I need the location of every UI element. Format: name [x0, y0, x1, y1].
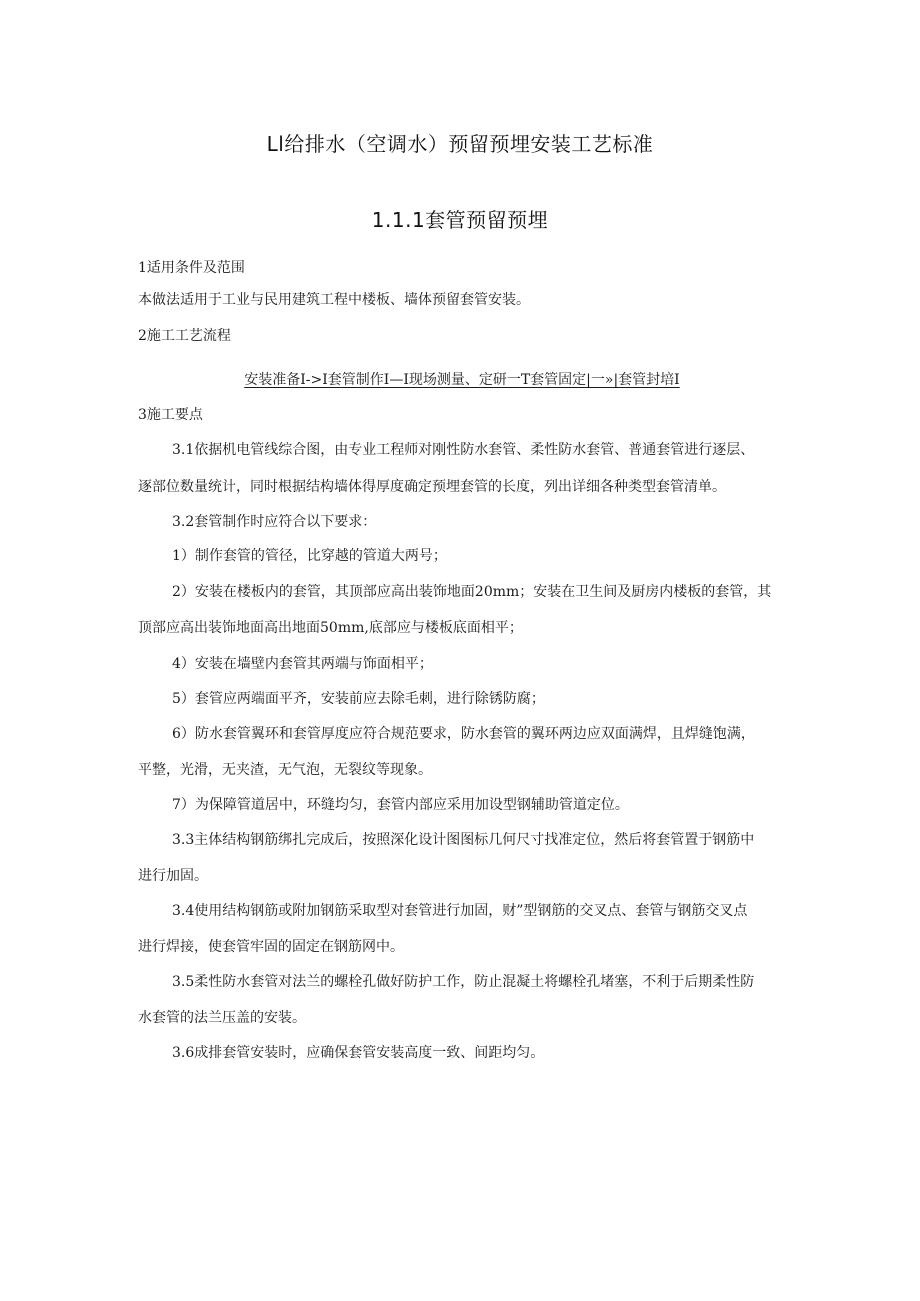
paragraph-3-1-line-1: 3.1依据机电管线综合图，由专业工程师对刚性防水套管、柔性防水套管、普通套管进行逐层、 [172, 442, 755, 458]
paragraph-3-5-line-1: 3.5柔性防水套管对法兰的螺栓孔做好防护工作，防止混凝土将螺栓孔堵塞，不利于后期柔性防 [172, 974, 755, 990]
paragraph-3-2: 3.2套管制作时应符合以下要求： [172, 514, 377, 530]
paragraph-3-5-line-2: 水套管的法兰压盖的安装。 [138, 1010, 306, 1026]
process-flow: 安装准备I->I套管制作I—I现场测量、定研一T套管固定|一»|套管封培I [244, 372, 680, 388]
paragraph-3-4-line-2: 进行焊接，使套管牢固的固定在钢筋网中。 [138, 939, 404, 955]
requirement-item-4: 4）安装在墙壁内套管其两端与饰面相平； [172, 656, 433, 672]
section-title: 1.1.1套管预留预埋 [371, 208, 549, 232]
paragraph-3-6: 3.6成排套管安装时，应确保套管安装高度一致、间距均匀。 [172, 1045, 545, 1061]
requirement-item-1: 1）制作套管的管径，比穿越的管道大两号； [172, 548, 447, 564]
paragraph-3-4-line-1: 3.4使用结构钢筋或附加钢筋采取型对套管进行加固，财”型钢筋的交叉点、套管与钢筋交叉点 [172, 903, 748, 919]
section-1-heading: 1适用条件及范围 [138, 260, 245, 276]
document-title: Ll给排水（空调水）预留预埋安装工艺标准 [266, 132, 654, 156]
requirement-item-7: 7）为保障管道居中，环缝均匀，套管内部应采用加设型钢辅助管道定位。 [172, 797, 629, 813]
paragraph-3-3-line-1: 3.3主体结构钢筋绑扎完成后，按照深化设计图图标几何尺寸找准定位，然后将套管置于钢筋中 [172, 832, 755, 848]
requirement-item-6-line-1: 6）防水套管翼环和套管厚度应符合规范要求，防水套管的翼环两边应双面满焊，且焊缝饱满， [172, 726, 755, 742]
section-2-heading: 2施工工艺流程 [138, 328, 231, 344]
section-1-text: 本做法适用于工业与民用建筑工程中楼板、墙体预留套管安装。 [138, 292, 530, 308]
paragraph-3-3-line-2: 进行加固。 [138, 868, 208, 884]
requirement-item-5: 5）套管应两端面平齐，安装前应去除毛刺，进行除锈防腐； [172, 691, 545, 707]
section-3-heading: 3施工要点 [138, 407, 203, 423]
requirement-item-6-line-2: 平整，光滑，无夹渣，无气泡，无裂纹等现象。 [138, 762, 432, 778]
requirement-item-2-line-1: 2）安装在楼板内的套管，其顶部应高出装饰地面20mm；安装在卫生间及厨房内楼板的套管，其 [172, 584, 772, 600]
requirement-item-2-line-2: 顶部应高出装饰地面高出地面50mm,底部应与楼板底面相平； [138, 620, 523, 636]
paragraph-3-1-line-2: 逐部位数量统计，同时根据结构墙体得厚度确定预埋套管的长度，列出详细各种类型套管清单。 [138, 479, 726, 495]
